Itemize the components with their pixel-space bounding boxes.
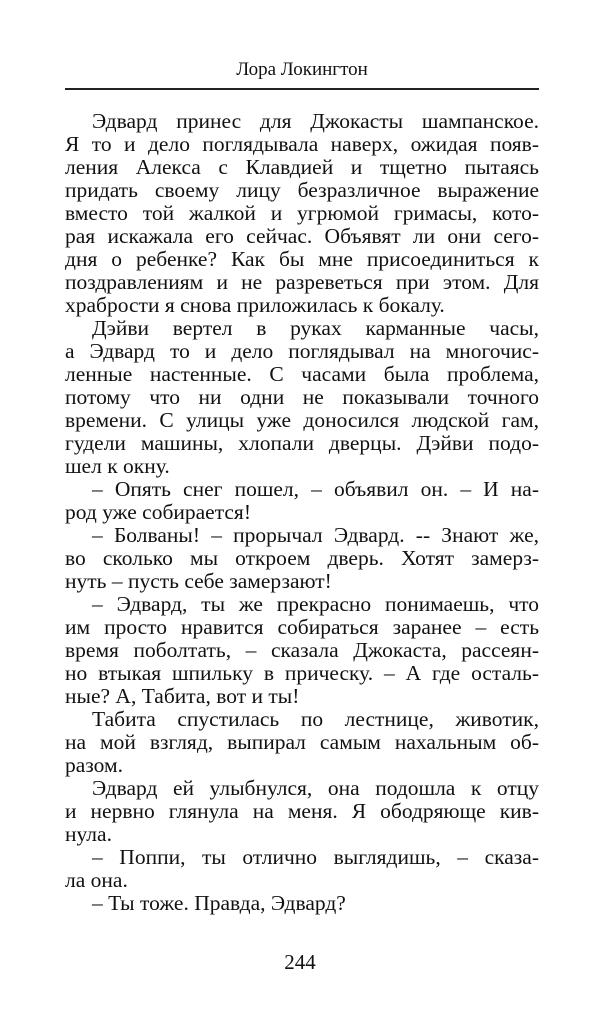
text-line: род уже собирается! xyxy=(65,500,251,524)
paragraph xyxy=(65,110,539,317)
text-line: время поболтать, – сказала Джокаста, рассеян- xyxy=(65,638,539,662)
text-line: Эдвард ей улыбнулся, она подошла к отцу xyxy=(92,776,539,800)
text-line: разом. xyxy=(65,753,123,777)
paragraph xyxy=(65,846,539,892)
paragraph xyxy=(65,892,539,915)
text-line: Я то и дело поглядывала наверх, ожидая появ- xyxy=(65,132,539,156)
text-line: шел к окну. xyxy=(65,454,170,478)
text-line: во сколько мы откроем дверь. Хотят замерз- xyxy=(65,546,539,570)
text-line: времени. С улицы уже доносился людской гам, xyxy=(65,408,539,432)
text-line: – Эдвард, ты же прекрасно понимаешь, что xyxy=(92,592,539,616)
paragraph xyxy=(65,524,539,593)
paragraph xyxy=(65,708,539,777)
text-line: – Опять снег пошел, – объявил он. – И на- xyxy=(92,477,539,501)
page-body-text xyxy=(65,110,539,915)
paragraph xyxy=(65,317,539,478)
text-line: и нервно глянула на меня. Я ободряюще кив- xyxy=(65,799,539,823)
text-line: поздравлениям и не разреветься при этом. Для xyxy=(65,270,539,294)
text-line: рая искажала его сейчас. Объявят ли они сего- xyxy=(65,224,539,248)
text-line: – Болваны! – прорычал Эдвард. -- Знают же, xyxy=(92,523,539,547)
text-line: но втыкая шпильку в прическу. – А где осталь- xyxy=(65,661,539,685)
text-line: ленные настенные. С часами была проблема, xyxy=(65,362,539,386)
page-number: 244 xyxy=(284,950,316,974)
text-line: ла она. xyxy=(65,868,128,892)
paragraph xyxy=(65,478,539,524)
header-rule xyxy=(65,88,539,90)
text-line: нуть – пусть себе замерзают! xyxy=(65,569,332,593)
text-line: вместо той жалкой и угрюмой гримасы, кото- xyxy=(65,201,539,225)
text-line: потому что ни одни не показывали точного xyxy=(65,385,539,409)
text-line: Эдвард принес для Джокасты шампанское. xyxy=(92,109,539,133)
text-line: им просто нравится собираться заранее – есть xyxy=(65,615,539,639)
text-line: гудели машины, хлопали дверцы. Дэйви подо- xyxy=(65,431,539,455)
text-line: Табита спустилась по лестнице, животик, xyxy=(92,707,539,731)
text-line: а Эдвард то и дело поглядывал на многочис- xyxy=(65,339,539,363)
text-line: – Поппи, ты отлично выглядишь, – сказа- xyxy=(92,845,539,869)
paragraph xyxy=(65,777,539,846)
text-line: нула. xyxy=(65,822,112,846)
text-line: ления Алекса с Клавдией и тщетно пытаясь xyxy=(65,155,539,179)
text-line: на мой взгляд, выпирал самым нахальным об- xyxy=(65,730,539,754)
paragraph xyxy=(65,593,539,708)
text-line: дня о ребенке? Как бы мне присоединиться к xyxy=(65,247,539,271)
text-line: храбрости я снова приложилась к бокалу. xyxy=(65,293,445,317)
text-line: – Ты тоже. Правда, Эдвард? xyxy=(92,891,346,915)
text-line: ные? А, Табита, вот и ты! xyxy=(65,684,300,708)
text-line: Дэйви вертел в руках карманные часы, xyxy=(92,316,539,340)
text-line: придать своему лицу безразличное выражение xyxy=(65,178,539,202)
running-header: Лора Локингтон xyxy=(236,59,368,80)
